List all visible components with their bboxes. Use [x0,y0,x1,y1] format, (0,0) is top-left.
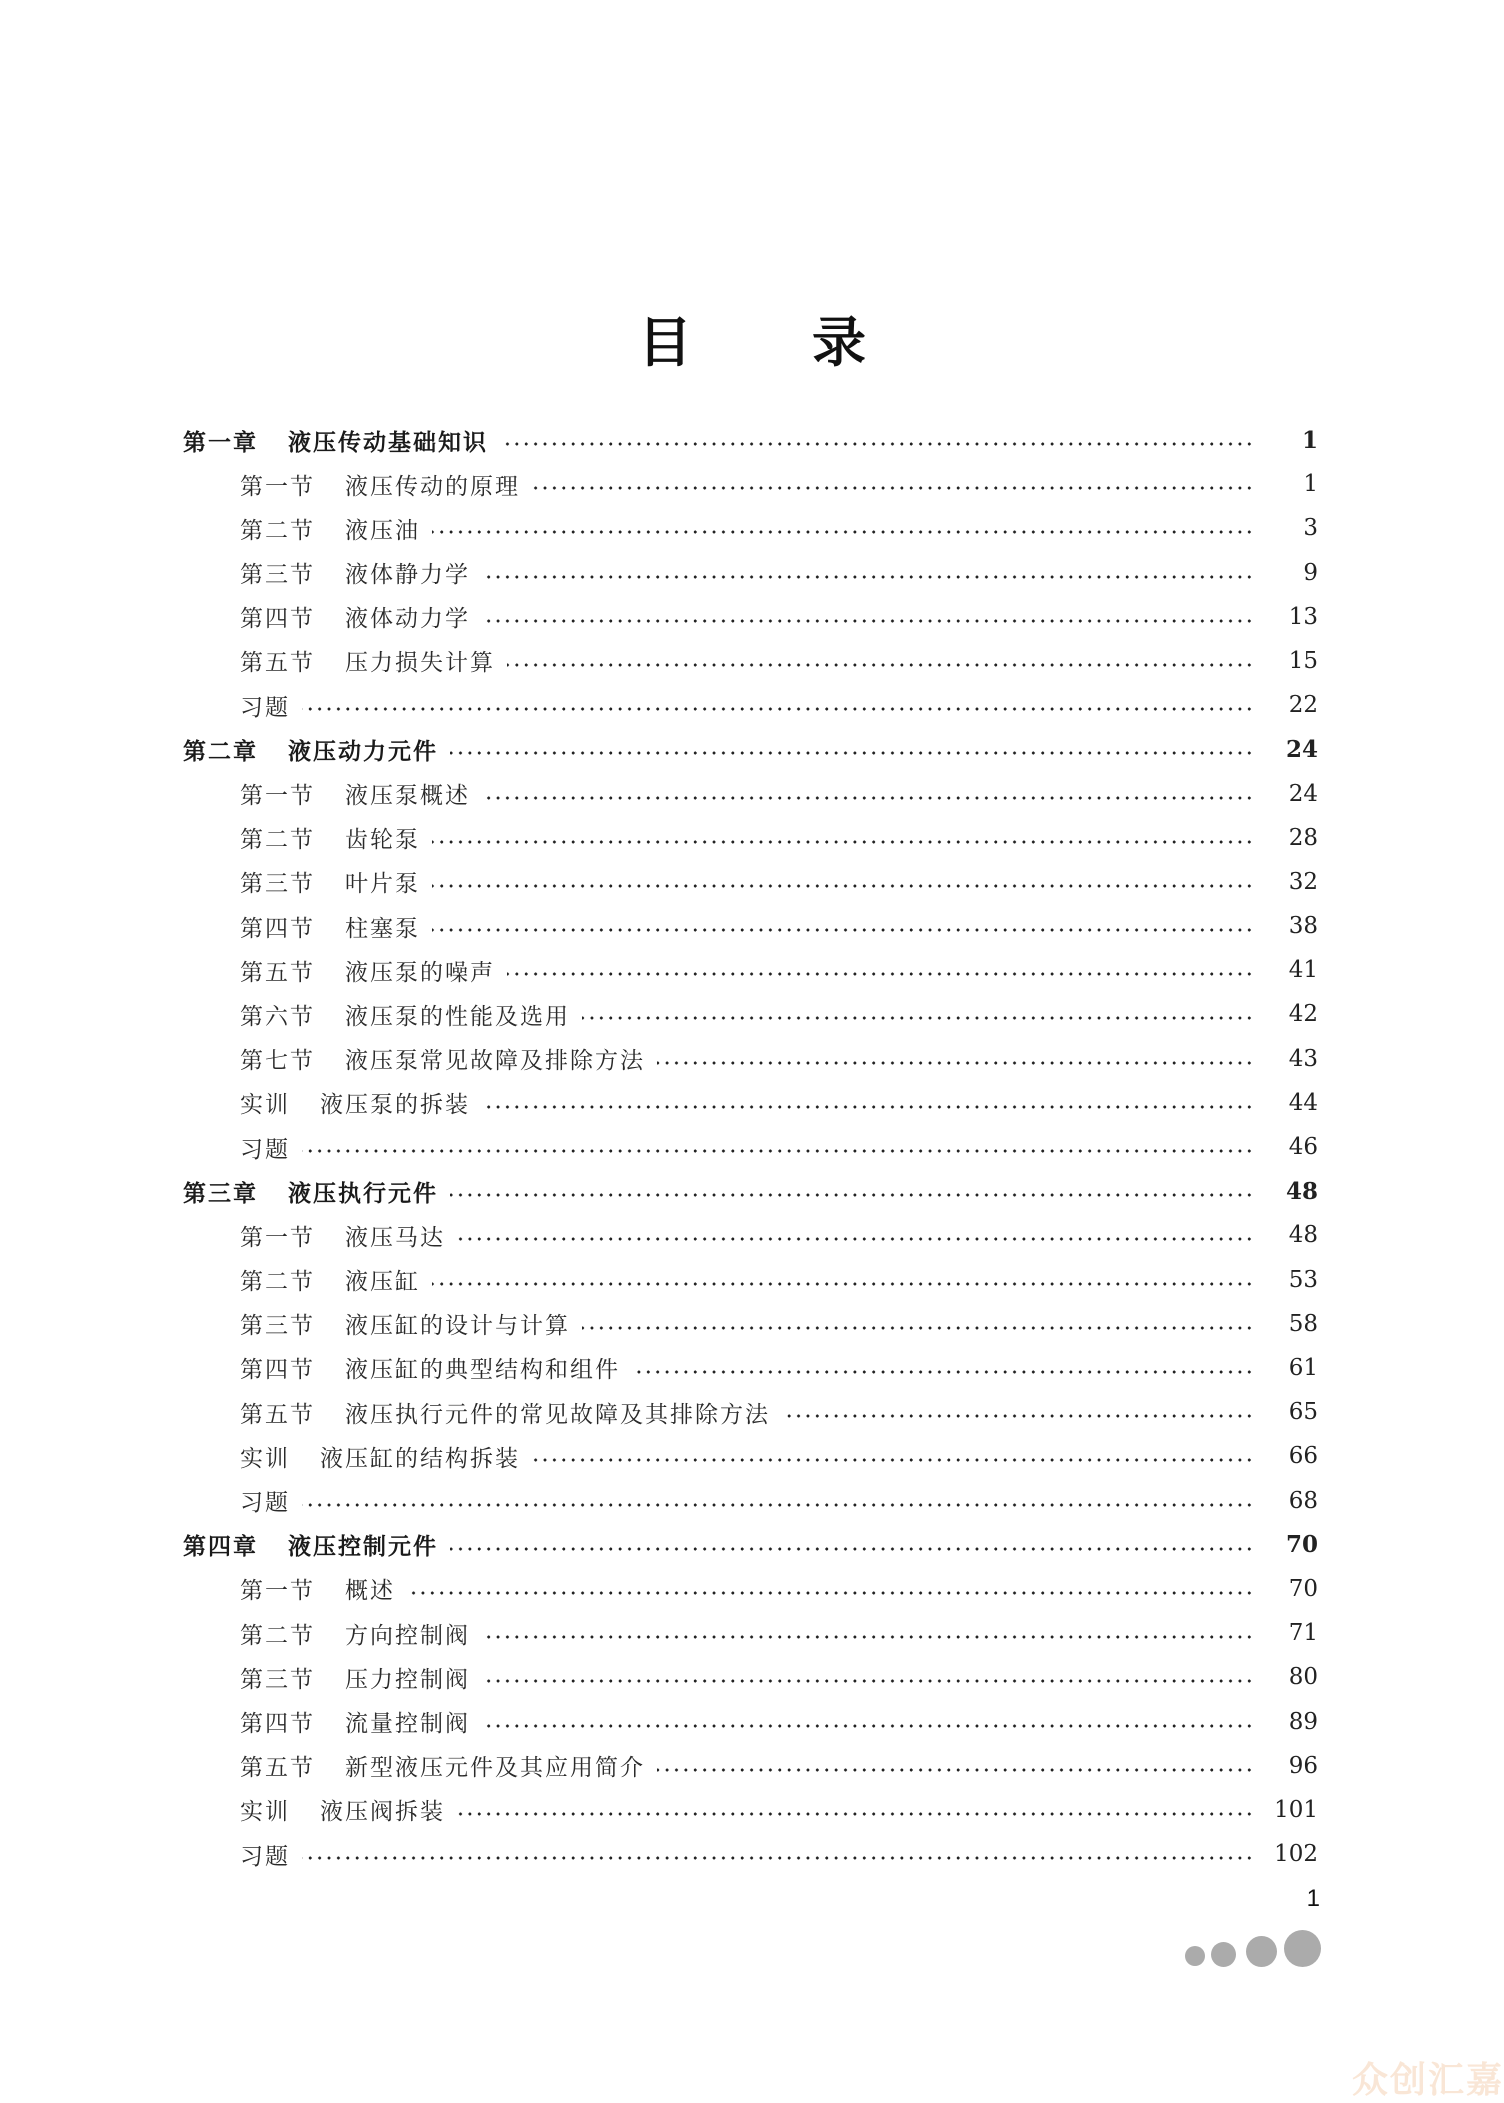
circle-icon [1246,1936,1277,1967]
toc-section-entry [240,1613,1318,1653]
entry-title: 液压传动基础知识 [288,429,488,456]
title-char: 目 [638,310,692,374]
dot-leader [457,1812,1254,1816]
dot-leader [657,1061,1254,1065]
entry-page-number: 70 [1288,1575,1318,1602]
dot-leader [582,1016,1254,1020]
entry-page-number: 1 [1301,426,1318,454]
entry-title: 液压油 [345,517,420,544]
entry-number: 实训 [240,1445,290,1472]
dot-leader [482,619,1254,623]
dot-leader [432,1282,1254,1286]
entry-page-number: 28 [1288,824,1318,851]
toc-section-entry [240,1569,1318,1609]
entry-page-number: 61 [1288,1354,1318,1381]
entry-title: 压力控制阀 [345,1666,470,1693]
dot-leader [532,486,1254,490]
entry-title: 液压缸的结构拆装 [320,1445,520,1472]
entry-page-number: 53 [1288,1266,1318,1293]
entry-title: 液压泵常见故障及排除方法 [345,1048,645,1075]
dot-leader [632,1370,1254,1374]
entry-title: 压力损失计算 [345,650,495,677]
circle-icon [1211,1942,1236,1967]
title-char: 录 [812,310,866,374]
dot-leader [407,1591,1254,1595]
entry-page-number: 71 [1288,1620,1318,1647]
toc-section-entry [240,464,1318,504]
entry-title: 新型液压元件及其应用简介 [345,1755,645,1782]
entry-title: 流量控制阀 [345,1711,470,1737]
entry-page-number: 9 [1303,559,1318,586]
dot-leader [507,972,1254,976]
entry-page-number: 15 [1288,647,1318,674]
entry-title: 液体动力学 [345,606,470,633]
toc-section-entry [240,1039,1318,1079]
dot-leader [302,1149,1254,1153]
entry-page-number: 13 [1288,603,1318,630]
entry-title: 液压泵概述 [345,783,470,810]
entry-number: 第五节 [240,1755,315,1782]
entry-title: 液压动力元件 [288,738,438,765]
entry-page-number: 46 [1288,1134,1318,1161]
entry-number: 第五节 [240,1401,315,1428]
toc-section-entry [240,1348,1318,1388]
toc-section-entry [240,1834,1318,1874]
toc-section-entry [240,1436,1318,1476]
dot-leader [302,707,1254,711]
entry-page-number: 41 [1288,957,1318,984]
entry-title: 概述 [345,1578,395,1605]
entry-number: 第二节 [240,1622,315,1649]
toc-chapter-entry [183,420,1318,460]
dot-leader [500,442,1254,446]
dot-leader [302,1503,1254,1507]
entry-title: 柱塞泵 [345,915,420,942]
circle-icon [1284,1930,1321,1967]
entry-number: 第三节 [240,871,315,898]
entry-number: 第四节 [240,606,315,633]
toc-chapter-entry [183,1171,1318,1211]
dot-leader [482,575,1254,579]
toc-section-entry [240,862,1318,902]
toc-section-entry [240,1260,1318,1300]
toc-section-entry [240,553,1318,593]
entry-number: 第一章 [183,429,258,456]
entry-page-number: 96 [1288,1752,1318,1779]
entry-page-number: 68 [1288,1487,1318,1514]
entry-page-number: 44 [1288,1089,1318,1116]
dot-leader [482,1724,1254,1728]
entry-title: 习题 [240,694,290,721]
entry-page-number: 101 [1274,1796,1318,1823]
entry-number: 第五节 [240,959,315,986]
entry-title: 液压执行元件 [288,1180,438,1207]
dot-leader [482,796,1254,800]
toc-section-entry [240,597,1318,637]
toc-section-entry [240,1657,1318,1697]
entry-page-number: 48 [1288,1222,1318,1249]
toc-section-entry [240,508,1318,548]
entry-title: 液体静力学 [345,562,470,589]
entry-title: 液压传动的原理 [345,473,520,500]
dot-leader [450,751,1254,755]
entry-number: 第一节 [240,473,315,500]
entry-number: 第四节 [240,1711,315,1737]
toc-section-entry [240,1304,1318,1344]
entry-number: 第一节 [240,783,315,810]
toc-section-entry [240,906,1318,946]
dot-leader [432,928,1254,932]
dot-leader [482,1679,1254,1683]
entry-page-number: 38 [1288,913,1318,940]
entry-number: 第二节 [240,1269,315,1296]
entry-page-number: 89 [1288,1708,1318,1735]
entry-number: 实训 [240,1092,290,1119]
entry-page-number: 102 [1274,1841,1318,1868]
toc-section-entry [240,1746,1318,1786]
toc-section-entry [240,1127,1318,1167]
entry-number: 第六节 [240,1003,315,1030]
dot-leader [450,1547,1254,1551]
watermark: 众创汇嘉 [1352,2060,1504,2101]
dot-leader [482,1105,1254,1109]
entry-page-number: 24 [1288,780,1318,807]
entry-title: 液压泵的拆装 [320,1092,470,1119]
entry-title: 液压泵的性能及选用 [345,1003,570,1030]
entry-page-number: 42 [1288,1001,1318,1028]
entry-title: 习题 [240,1490,290,1517]
entry-title: 齿轮泵 [345,827,420,854]
entry-number: 第四章 [183,1534,258,1561]
entry-page-number: 58 [1288,1310,1318,1337]
entry-title: 液压缸的设计与计算 [345,1313,570,1340]
entry-number: 第七节 [240,1048,315,1075]
entry-number: 第一节 [240,1578,315,1605]
dot-leader [657,1768,1254,1772]
dot-leader [432,884,1254,888]
dot-leader [302,1856,1254,1860]
dot-leader [482,1635,1254,1639]
dot-leader [432,530,1254,534]
entry-number: 第四节 [240,1357,315,1384]
entry-page-number: 22 [1288,692,1318,719]
toc-section-entry [240,950,1318,990]
entry-title: 方向控制阀 [345,1622,470,1649]
entry-number: 第二节 [240,827,315,854]
entry-title: 液压缸 [345,1269,420,1296]
toc-section-entry [240,994,1318,1034]
entry-number: 第四节 [240,915,315,942]
entry-number: 第五节 [240,650,315,677]
dot-leader [432,840,1254,844]
toc-section-entry [240,1083,1318,1123]
entry-number: 第二章 [183,738,258,765]
page-title [0,300,1504,377]
toc-chapter-entry [183,1525,1318,1565]
toc-section-entry [240,1790,1318,1830]
entry-page-number: 65 [1288,1399,1318,1426]
entry-title: 习题 [240,1843,290,1870]
entry-title: 液压缸的典型结构和组件 [345,1357,620,1384]
entry-page-number: 1 [1303,471,1318,498]
toc-section-entry [240,1481,1318,1521]
entry-page-number: 48 [1285,1177,1318,1205]
entry-page-number: 70 [1285,1531,1318,1559]
entry-title: 液压控制元件 [288,1534,438,1561]
entry-number: 第一节 [240,1224,315,1251]
entry-title: 液压阀拆装 [320,1799,445,1826]
entry-title: 习题 [240,1136,290,1163]
toc-section-entry [240,1215,1318,1255]
dot-leader [532,1458,1254,1462]
toc-section-entry [240,641,1318,681]
entry-page-number: 32 [1288,868,1318,895]
circle-icon [1185,1946,1205,1966]
dot-leader [507,663,1254,667]
toc-section-entry [240,774,1318,814]
entry-title: 液压泵的噪声 [345,959,495,986]
entry-number: 第三节 [240,1666,315,1693]
toc-section-entry [240,1702,1318,1742]
toc-section-entry [240,1392,1318,1432]
entry-page-number: 66 [1288,1443,1318,1470]
toc-chapter-entry [183,729,1318,769]
entry-title: 液压执行元件的常见故障及其排除方法 [345,1401,770,1428]
entry-title: 叶片泵 [345,871,420,898]
entry-title: 液压马达 [345,1224,445,1251]
entry-number: 第二节 [240,517,315,544]
dot-leader [582,1326,1254,1330]
toc-section-entry [240,818,1318,858]
entry-page-number: 80 [1288,1664,1318,1691]
entry-number: 第三章 [183,1180,258,1207]
toc-section-entry [240,685,1318,725]
dot-leader [457,1237,1254,1241]
entry-page-number: 3 [1303,515,1318,542]
entry-number: 第三节 [240,562,315,589]
dot-leader [782,1414,1254,1418]
entry-number: 第三节 [240,1313,315,1340]
entry-page-number: 24 [1285,735,1318,763]
dot-leader [450,1193,1254,1197]
page-number: 1 [1306,1885,1320,1912]
entry-page-number: 43 [1288,1045,1318,1072]
entry-number: 实训 [240,1799,290,1826]
